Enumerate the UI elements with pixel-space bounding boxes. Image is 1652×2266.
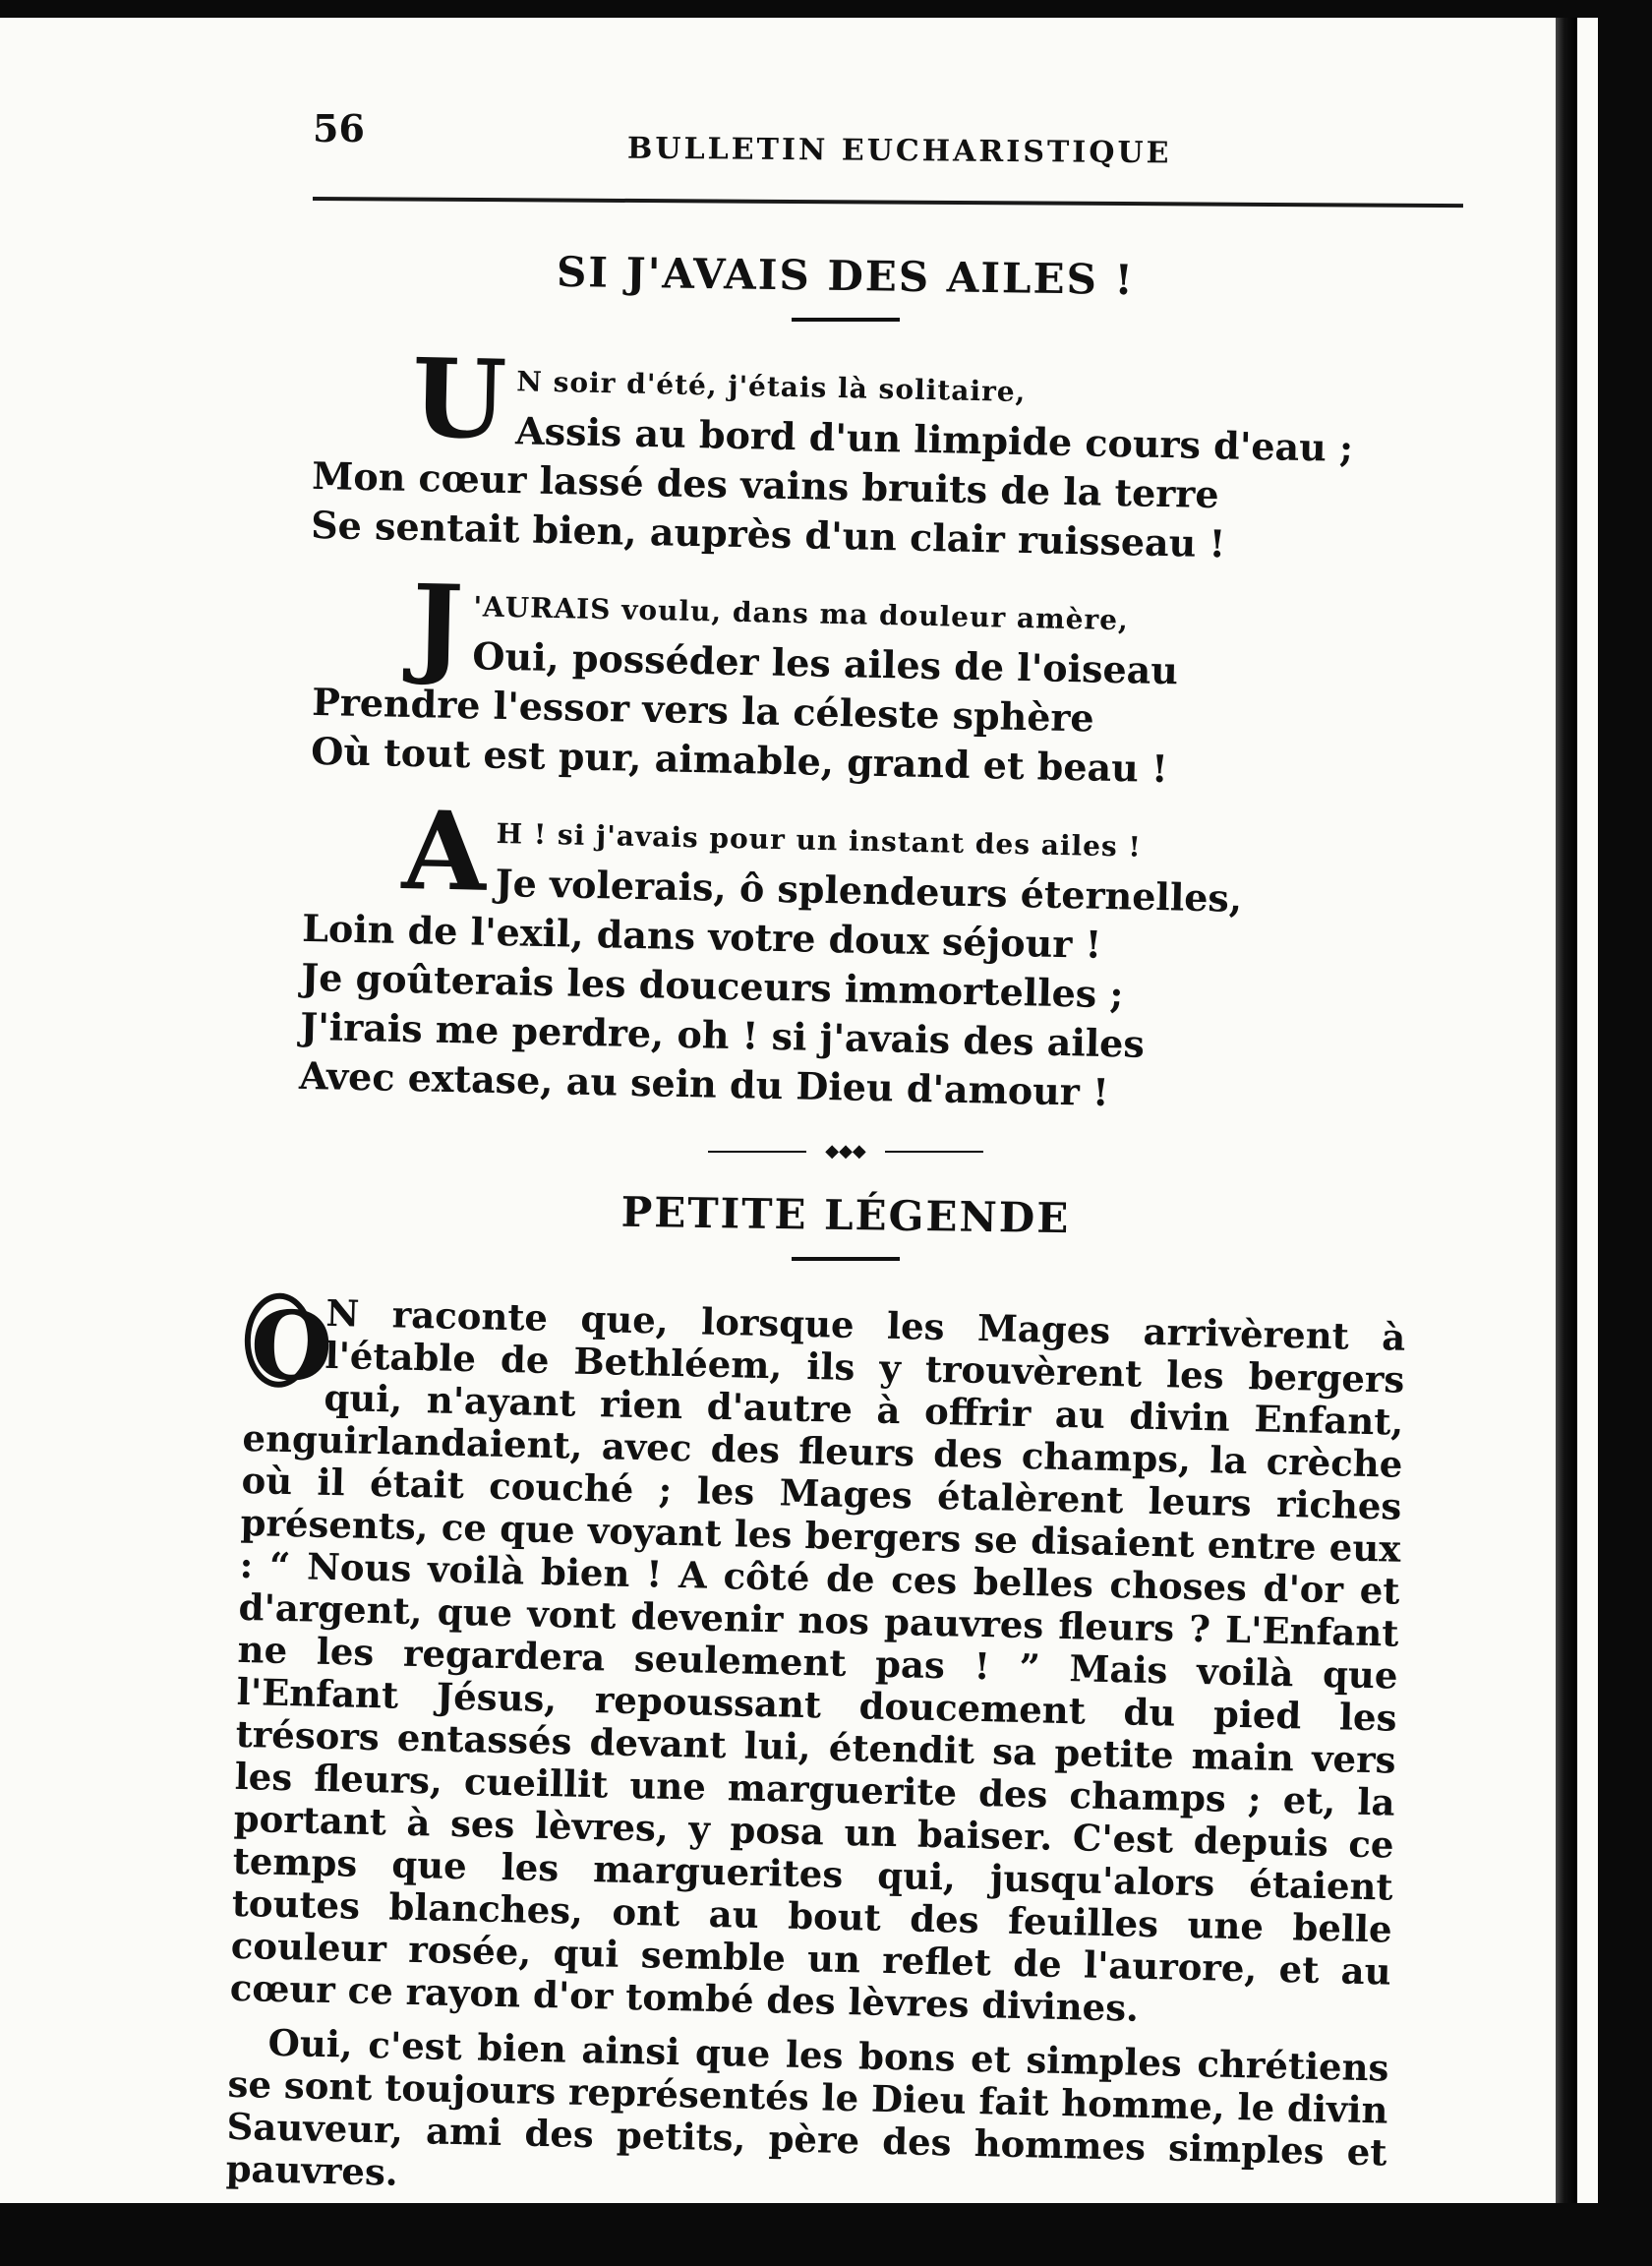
drop-cap: O — [244, 1292, 315, 1389]
poem-stanza-3 — [298, 787, 1436, 1124]
header-rule — [313, 197, 1463, 208]
poem-line: Où tout est pur, aimable, grand et beau ! — [310, 728, 1169, 792]
poem-line: H ! si j'avais pour un instant des ailes ! — [496, 816, 1143, 864]
title-rule — [792, 318, 900, 322]
poem-line: N soir d'été, j'étais là solitaire, — [515, 365, 1027, 409]
poem-line: Prendre l'essor vers la céleste sphère — [311, 679, 1095, 741]
running-header — [313, 94, 1463, 171]
poem-line: Assis au bord d'un limpide cours d'eau ; — [514, 408, 1354, 471]
poem-title: SI J'AVAIS DES AILES ! — [556, 247, 1136, 305]
section-ornament — [708, 1142, 983, 1162]
drop-cap: A — [400, 787, 488, 916]
legend-paragraph-2: Oui, c'est bien ainsi que les bons et simples chrétiens se sont toujours représentés le Dieu fait homme, le divin Sauveur, ami des petits, père des hommes simples et pauvres. — [225, 2020, 1389, 2194]
poem-line: Oui, posséder les ailes de l'oiseau — [471, 633, 1179, 693]
legend-paragraph-1: O N raconte que, lorsque les Mages arrivèrent à l'étable de Bethléem, ils y trouvèrent les bergers qui, n'ayant rien d'autre à offrir au divin Enfant, enguirlandaient, avec des fleurs des champs, la crèche où il était couché ; les Mages étalèrent leurs riches présents, ce que voyant les bergers se disaient entre eux : “ Nous voilà bien ! A côté de ces belles choses d'or et d'argent, que vont devenir nos pauvres fleurs ? L'Enfant ne les regardera seulement pas ! ” Mais voilà que l'Enfant Jésus, repoussant doucement du pied les trésors entassés devant lui, étendit sa petite main vers les fleurs, cueillit une marguerite des champs ; et, la portant à ses lèvres, y posa un baiser. C'est depuis ce temps que les marguerites qui, jusqu'alors étaient toutes blanches, ont au bout des feuilles une belle couleur rosée, qui semble un reflet de l'aurore, et au cœur ce rayon d'or tombé des lèvres divines. — [229, 1289, 1406, 2030]
poem-line: Je goûterais les douceurs immortelles ; — [300, 954, 1124, 1017]
page-edge-shadow — [1556, 18, 1577, 2203]
drop-cap: U — [410, 334, 508, 463]
legend-text — [225, 1290, 1405, 2203]
legend-title-rule — [792, 1257, 900, 1261]
poem-line: 'AURAIS voulu, dans ma douleur amère, — [473, 590, 1130, 637]
running-title: BULLETIN EUCHARISTIQUE — [626, 131, 1172, 171]
poem-line: Loin de l'exil, dans votre doux séjour ! — [301, 905, 1102, 967]
ornament-glyph: ◆◆◆ — [825, 1141, 866, 1162]
poem-line: Je volerais, ô splendeurs éternelles, — [495, 860, 1243, 921]
poem-line: Mon cœur lassé des vains bruits de la terre — [311, 452, 1219, 517]
legend-title: PETITE LÉGENDE — [620, 1187, 1071, 1243]
poem-stanza-1 — [310, 334, 1436, 573]
poem-line: Se sentait bien, auprès d'un clair ruisseau ! — [310, 502, 1226, 566]
page-number: 56 — [313, 106, 365, 150]
poem-line: Avec extase, au sein du Dieu d'amour ! — [298, 1052, 1110, 1115]
page-content — [225, 247, 1436, 2202]
poem-stanza-2 — [310, 561, 1436, 800]
poem-line: J'irais me perdre, oh ! si j'avais des ailes — [299, 1003, 1146, 1066]
drop-cap: J — [410, 561, 465, 689]
book-page — [0, 18, 1598, 2203]
